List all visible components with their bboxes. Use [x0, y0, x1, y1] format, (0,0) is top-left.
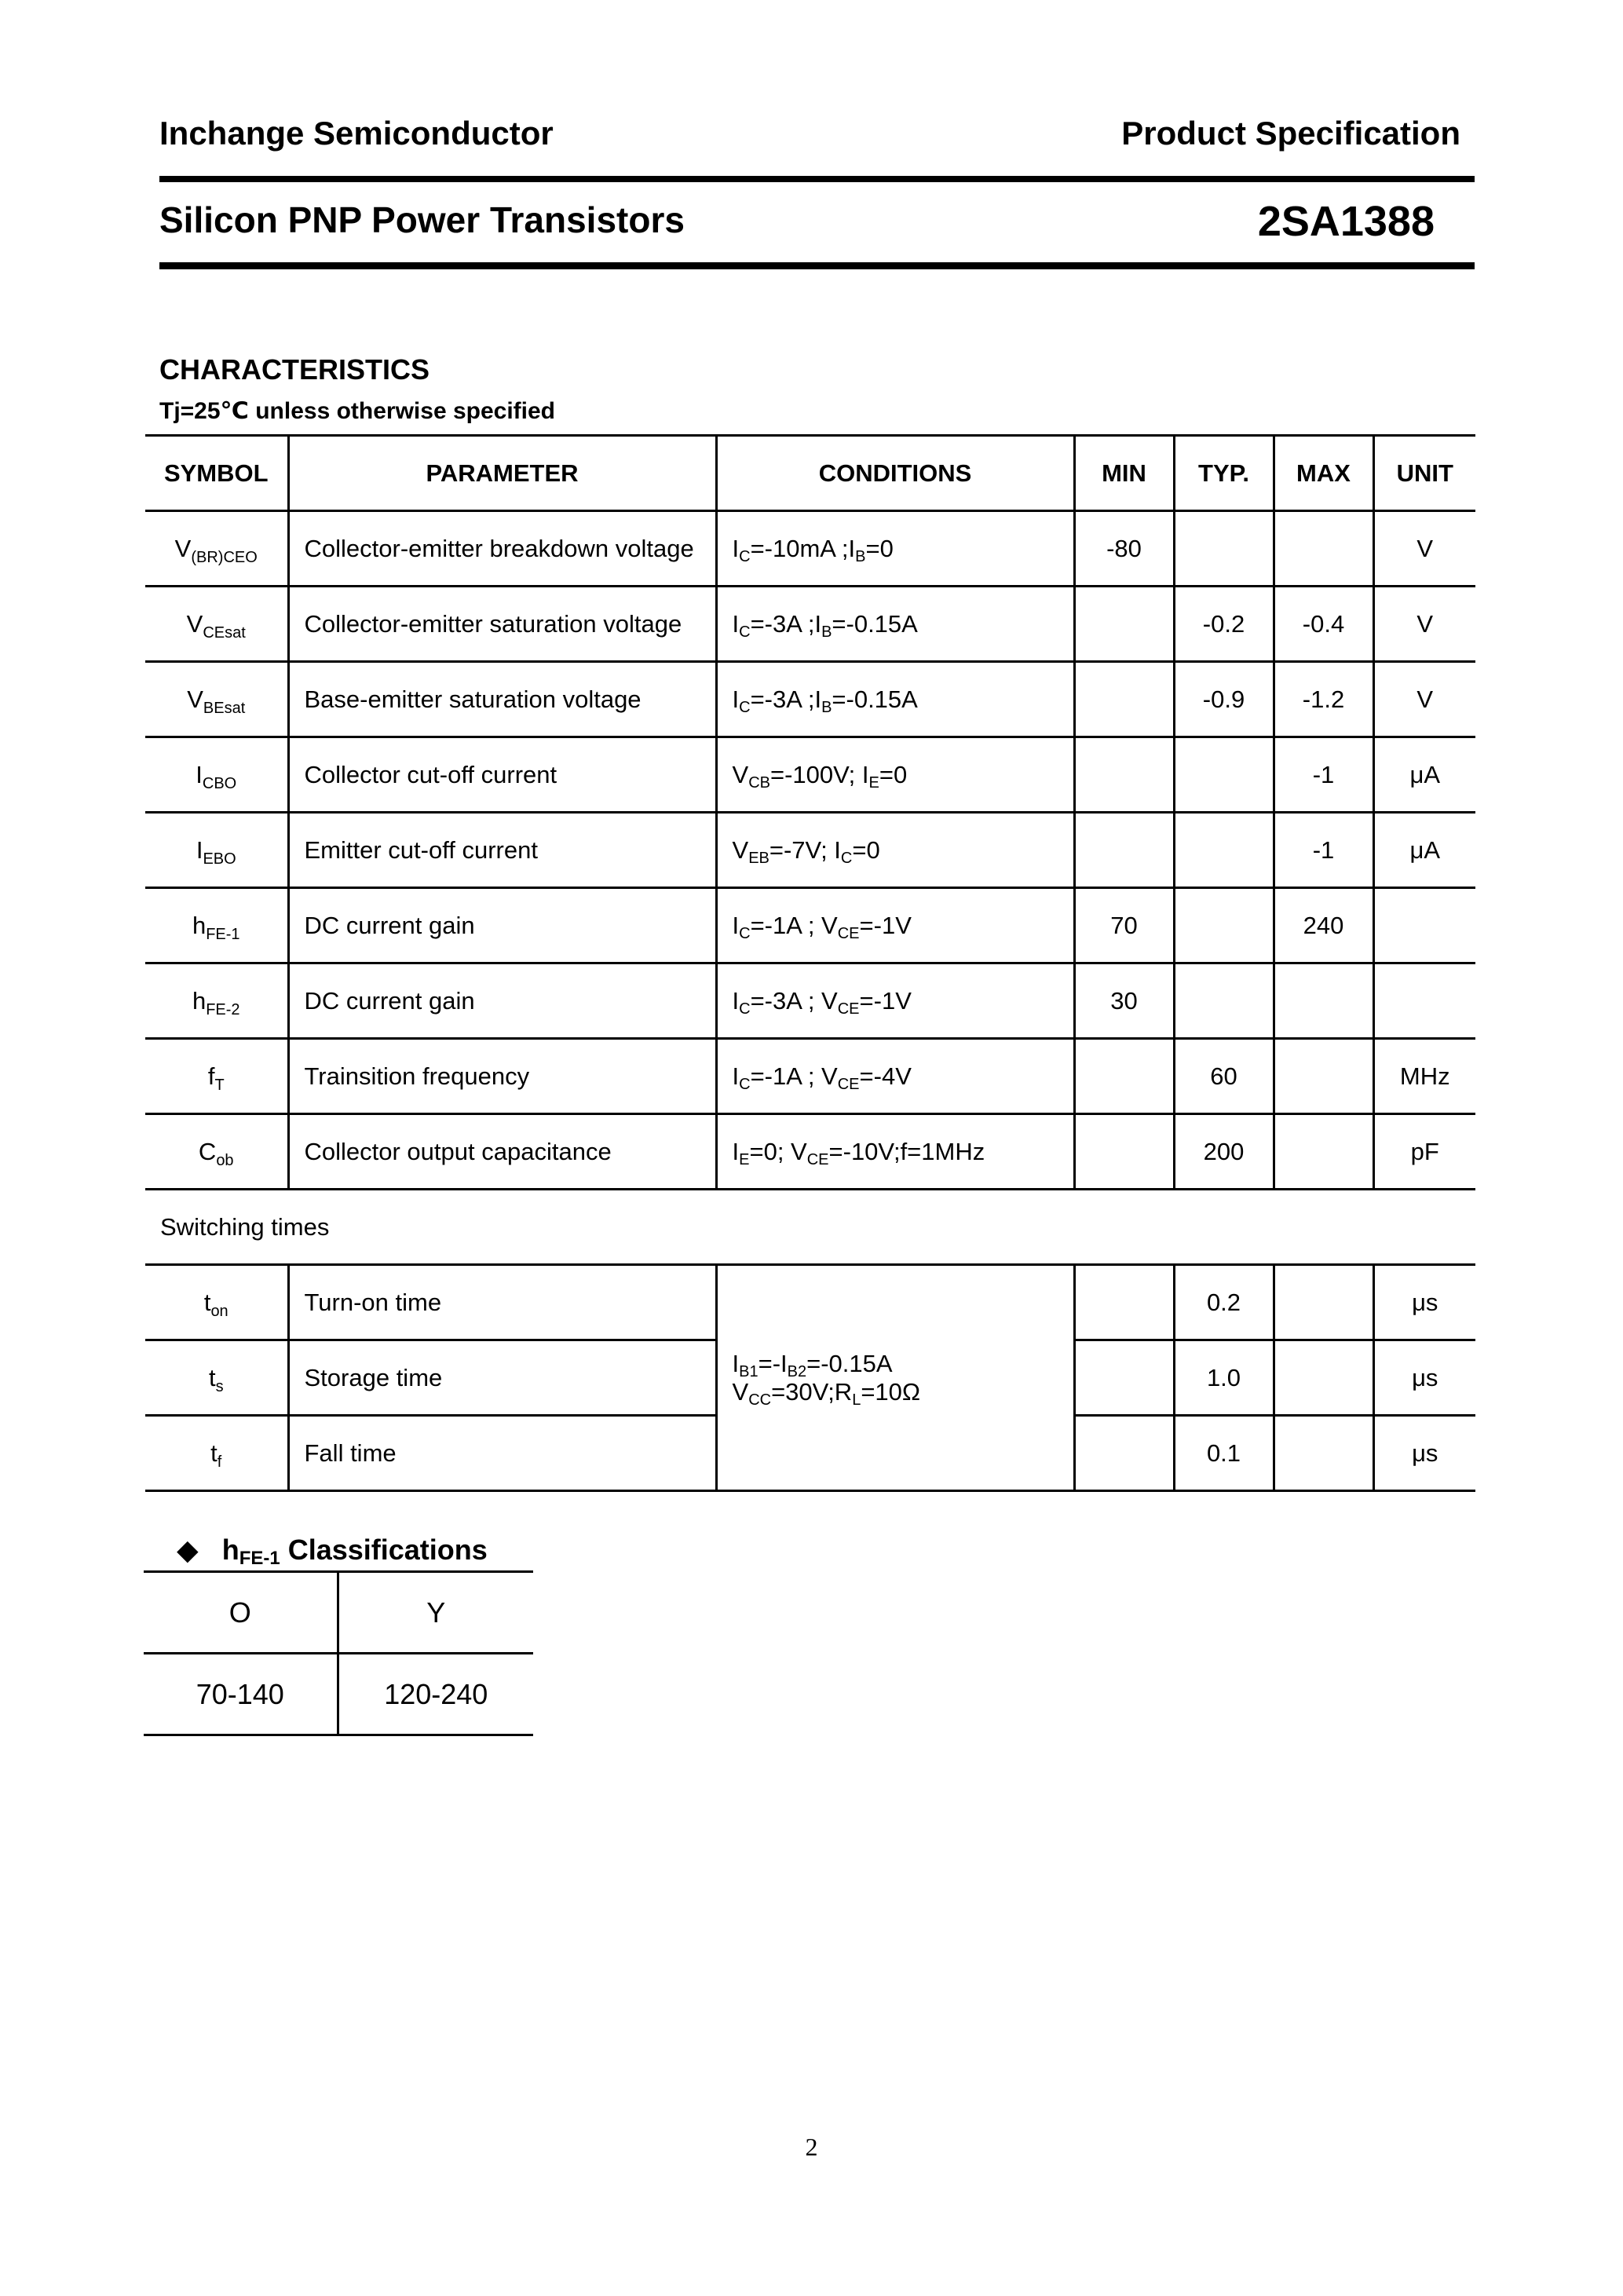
symbol-subscript: FE-2: [206, 1000, 240, 1018]
condition-text: I: [732, 986, 740, 1015]
parameter-cell: Collector-emitter breakdown voltage: [288, 511, 716, 587]
symbol-text: h: [192, 911, 207, 939]
table-row: [145, 813, 1475, 888]
condition-text: I: [732, 911, 740, 939]
unit-cell: μs: [1373, 1416, 1475, 1491]
min-cell: 70: [1074, 888, 1174, 963]
condition-text: =-100V; I: [769, 760, 869, 788]
condition-text: V: [732, 760, 749, 788]
unit-cell: V: [1373, 662, 1475, 737]
diamond-bullet-icon: ◆: [177, 1534, 199, 1566]
condition-text: =-0.15A: [832, 609, 918, 638]
symbol-cell: [145, 662, 288, 737]
unit-cell: μs: [1373, 1265, 1475, 1340]
symbol-cell: [145, 1416, 288, 1491]
condition-subscript: CB: [748, 773, 770, 792]
column-header: MIN: [1074, 436, 1174, 511]
condition-text: =-3A ;I: [750, 685, 822, 713]
symbol-text: h: [192, 986, 207, 1015]
max-cell: [1274, 1114, 1373, 1190]
symbol-subscript: BEsat: [203, 699, 246, 717]
min-cell: 30: [1074, 963, 1174, 1039]
parameter-cell: Turn-on time: [288, 1265, 716, 1340]
symbol-text: I: [196, 760, 203, 788]
symbol-text: t: [210, 1439, 217, 1467]
table-row: [145, 511, 1475, 587]
unit-cell: μA: [1373, 813, 1475, 888]
symbol-subscript: T: [214, 1076, 225, 1094]
column-header: MAX: [1274, 436, 1373, 511]
condition-text: =0: [879, 760, 908, 788]
symbol-cell: [145, 888, 288, 963]
condition-text: I: [732, 609, 740, 638]
condition-text: V: [732, 835, 749, 864]
symbol-text: V: [186, 609, 203, 638]
class-header-o: O: [144, 1572, 338, 1654]
parameter-cell: Base-emitter saturation voltage: [288, 662, 716, 737]
parameter-cell: DC current gain: [288, 888, 716, 963]
min-cell: [1074, 737, 1174, 813]
characteristics-title: CHARACTERISTICS: [159, 353, 430, 386]
switching-times-label: Switching times: [145, 1190, 1475, 1265]
page-number: 2: [805, 2133, 818, 2161]
max-cell: [1274, 1340, 1373, 1416]
typ-cell: -0.9: [1174, 662, 1274, 737]
symbol-subscript: f: [217, 1453, 222, 1471]
table-row: [145, 963, 1475, 1039]
characteristics-table: [145, 434, 1475, 1492]
condition-text: =-1V: [859, 911, 912, 939]
min-cell: [1074, 1114, 1174, 1190]
symbol-cell: [145, 587, 288, 662]
condition-subscript: B: [821, 623, 832, 641]
min-cell: [1074, 1416, 1174, 1491]
min-cell: -80: [1074, 511, 1174, 587]
symbol-cell: [145, 813, 288, 888]
condition-text: =0; V: [749, 1137, 807, 1165]
condition-subscript: C: [739, 924, 751, 942]
min-cell: [1074, 1340, 1174, 1416]
document-type: Product Specification: [1121, 115, 1460, 152]
typ-cell: 0.1: [1174, 1416, 1274, 1491]
typ-cell: -0.2: [1174, 587, 1274, 662]
header-bottom-rule: [159, 262, 1475, 269]
min-cell: [1074, 1265, 1174, 1340]
characteristics-subtitle: Tj=25℃ unless otherwise specified: [159, 398, 556, 424]
max-cell: -1: [1274, 737, 1373, 813]
symbol-text: C: [198, 1137, 217, 1165]
class-value-y: 120-240: [338, 1654, 533, 1735]
symbol-subscript: on: [210, 1302, 228, 1320]
conditions-cell: [716, 737, 1074, 813]
condition-text: =-1A ; V: [750, 911, 838, 939]
conditions-cell: [716, 587, 1074, 662]
part-number: 2SA1388: [1257, 198, 1435, 245]
product-line-title: Silicon PNP Power Transistors: [159, 199, 685, 240]
condition-text: I: [732, 1349, 740, 1377]
column-header: UNIT: [1373, 436, 1475, 511]
condition-subscript: EB: [748, 849, 769, 867]
symbol-cell: [145, 511, 288, 587]
class-value-o: 70-140: [144, 1654, 338, 1735]
table-row: [145, 587, 1475, 662]
parameter-cell: Trainsition frequency: [288, 1039, 716, 1114]
condition-subscript: CE: [837, 924, 860, 942]
parameter-cell: Collector-emitter saturation voltage: [288, 587, 716, 662]
max-cell: -1: [1274, 813, 1373, 888]
symbol-text: I: [196, 835, 203, 864]
table-row: [145, 662, 1475, 737]
min-cell: [1074, 662, 1174, 737]
conditions-cell: [716, 888, 1074, 963]
symbol-cell: [145, 1340, 288, 1416]
switching-times-row: [145, 1190, 1475, 1265]
condition-text: I: [732, 685, 740, 713]
condition-text: =-3A ;I: [750, 609, 822, 638]
classifications-heading: [177, 1534, 488, 1567]
header-top-rule: [159, 176, 1475, 182]
condition-subscript: C: [739, 547, 751, 565]
parameter-cell: Collector cut-off current: [288, 737, 716, 813]
condition-text: =-1V: [859, 986, 912, 1015]
max-cell: [1274, 511, 1373, 587]
parameter-cell: Emitter cut-off current: [288, 813, 716, 888]
condition-subscript: C: [739, 1000, 751, 1018]
classifications-title-rest: Classifications: [280, 1534, 488, 1566]
typ-cell: [1174, 511, 1274, 587]
condition-text: =30V;R: [771, 1377, 853, 1406]
typ-cell: 0.2: [1174, 1265, 1274, 1340]
max-cell: -0.4: [1274, 587, 1373, 662]
condition-subscript: C: [739, 623, 751, 641]
unit-cell: [1373, 888, 1475, 963]
symbol-subscript: EBO: [203, 850, 236, 868]
condition-text: =0: [865, 534, 894, 562]
column-header: TYP.: [1174, 436, 1274, 511]
conditions-cell: [716, 1039, 1074, 1114]
unit-cell: pF: [1373, 1114, 1475, 1190]
condition-text: I: [732, 1137, 740, 1165]
typ-cell: [1174, 963, 1274, 1039]
condition-text: =-0.15A: [806, 1349, 893, 1377]
typ-cell: 1.0: [1174, 1340, 1274, 1416]
table-header-row: [145, 436, 1475, 511]
condition-text: V: [732, 1377, 749, 1406]
unit-cell: MHz: [1373, 1039, 1475, 1114]
min-cell: [1074, 1039, 1174, 1114]
conditions-cell: [716, 1114, 1074, 1190]
condition-text: =-4V: [859, 1062, 912, 1090]
symbol-text: V: [187, 685, 203, 713]
symbol-cell: [145, 1265, 288, 1340]
condition-subscript: C: [739, 698, 751, 716]
condition-subscript: L: [852, 1391, 861, 1409]
column-header: PARAMETER: [288, 436, 716, 511]
classifications-title-h: h: [221, 1534, 239, 1566]
conditions-cell: [716, 662, 1074, 737]
condition-subscript: CE: [837, 1075, 860, 1093]
parameter-cell: Collector output capacitance: [288, 1114, 716, 1190]
condition-text: =-7V; I: [769, 835, 841, 864]
condition-subscript: B: [821, 698, 832, 716]
typ-cell: [1174, 888, 1274, 963]
min-cell: [1074, 813, 1174, 888]
condition-text: =-I: [758, 1349, 788, 1377]
typ-cell: 200: [1174, 1114, 1274, 1190]
symbol-cell: [145, 963, 288, 1039]
parameter-cell: Storage time: [288, 1340, 716, 1416]
condition-subscript: CE: [806, 1150, 829, 1168]
column-header: SYMBOL: [145, 436, 288, 511]
symbol-cell: [145, 1039, 288, 1114]
unit-cell: μA: [1373, 737, 1475, 813]
symbol-cell: [145, 1114, 288, 1190]
class-header-y: Y: [338, 1572, 533, 1654]
unit-cell: V: [1373, 587, 1475, 662]
condition-subscript: C: [739, 1075, 751, 1093]
classifications-title-sub: FE-1: [239, 1548, 280, 1569]
parameter-cell: DC current gain: [288, 963, 716, 1039]
unit-cell: V: [1373, 511, 1475, 587]
symbol-text: f: [207, 1062, 215, 1090]
symbol-subscript: CBO: [202, 774, 237, 792]
condition-subscript: E: [739, 1150, 750, 1168]
table-row: [145, 1114, 1475, 1190]
classifications-table: [144, 1570, 533, 1736]
switching-row: [145, 1265, 1475, 1340]
symbol-cell: [145, 737, 288, 813]
max-cell: 240: [1274, 888, 1373, 963]
symbol-subscript: FE-1: [206, 925, 240, 943]
symbol-subscript: (BR)CEO: [191, 548, 258, 566]
condition-text: =0: [852, 835, 880, 864]
symbol-subscript: ob: [216, 1151, 234, 1169]
symbol-text: t: [208, 1363, 216, 1391]
condition-text: =-10mA ;I: [750, 534, 856, 562]
condition-text: I: [732, 534, 740, 562]
typ-cell: [1174, 737, 1274, 813]
switching-condition-line-2: [732, 1377, 1073, 1409]
conditions-cell: [716, 511, 1074, 587]
symbol-subscript: s: [215, 1377, 224, 1395]
conditions-cell: [716, 963, 1074, 1039]
condition-text: =-10V;f=1MHz: [828, 1137, 985, 1165]
symbol-subscript: CEsat: [203, 623, 246, 642]
table-row: [145, 888, 1475, 963]
max-cell: [1274, 1039, 1373, 1114]
column-header: CONDITIONS: [716, 436, 1074, 511]
max-cell: [1274, 1265, 1373, 1340]
unit-cell: [1373, 963, 1475, 1039]
max-cell: -1.2: [1274, 662, 1373, 737]
typ-cell: [1174, 813, 1274, 888]
conditions-cell: [716, 813, 1074, 888]
min-cell: [1074, 587, 1174, 662]
parameter-cell: Fall time: [288, 1416, 716, 1491]
company-name: Inchange Semiconductor: [159, 115, 554, 152]
table-row: [145, 1039, 1475, 1114]
symbol-text: V: [174, 534, 192, 562]
typ-cell: 60: [1174, 1039, 1274, 1114]
condition-text: I: [732, 1062, 740, 1090]
condition-subscript: B: [855, 547, 866, 565]
max-cell: [1274, 963, 1373, 1039]
condition-subscript: B2: [787, 1362, 807, 1380]
unit-cell: μs: [1373, 1340, 1475, 1416]
condition-subscript: CE: [837, 1000, 860, 1018]
switching-conditions-cell: [716, 1265, 1074, 1491]
condition-subscript: CC: [748, 1391, 772, 1409]
condition-subscript: E: [868, 773, 879, 792]
condition-subscript: C: [840, 849, 853, 867]
condition-text: =-0.15A: [832, 685, 918, 713]
max-cell: [1274, 1416, 1373, 1491]
table-row: [145, 737, 1475, 813]
condition-text: =-1A ; V: [750, 1062, 838, 1090]
symbol-text: t: [203, 1288, 211, 1316]
switching-condition-line-1: [733, 1350, 1073, 1378]
condition-text: =-3A ; V: [750, 986, 838, 1015]
condition-text: =10Ω: [861, 1377, 921, 1406]
condition-subscript: B1: [739, 1362, 758, 1380]
